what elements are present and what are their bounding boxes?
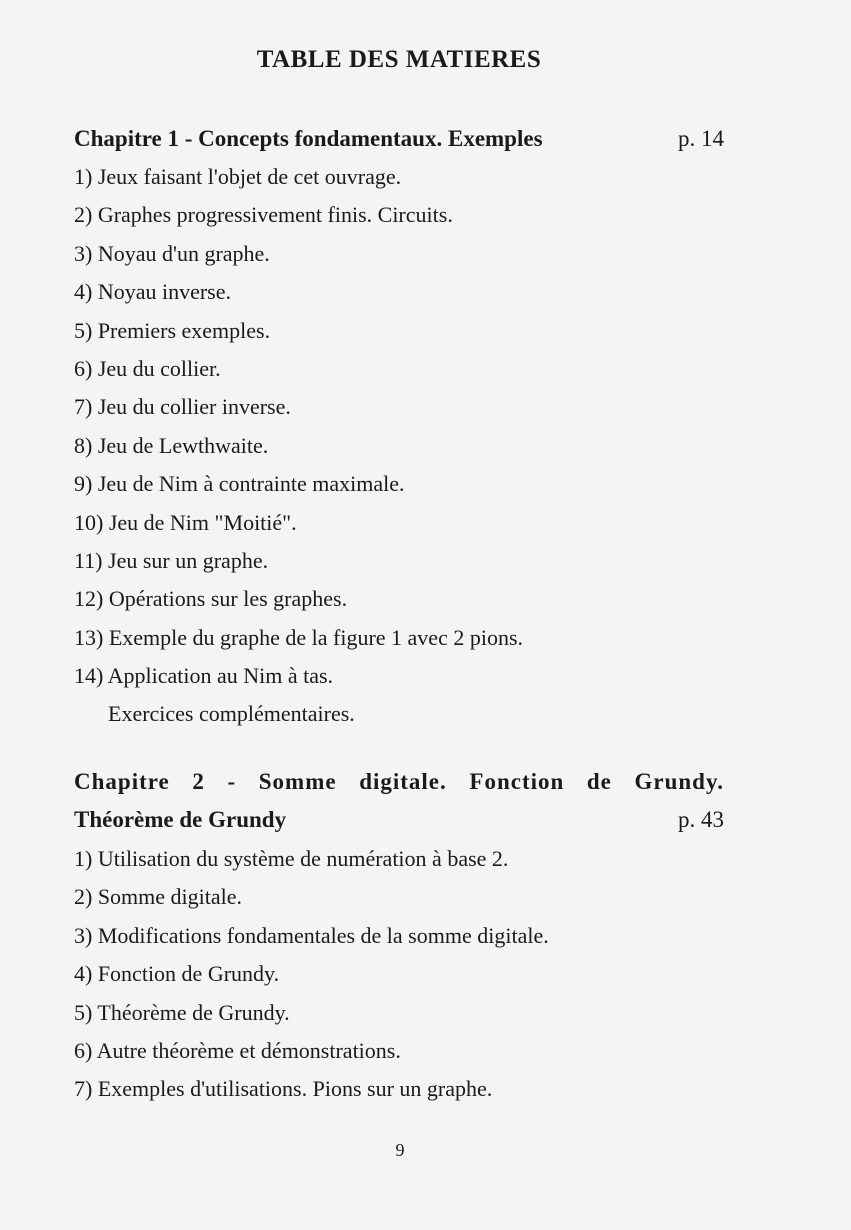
chapter-2-subtitle: Théorème de Grundy xyxy=(74,807,287,832)
list-item: 2) Graphes progressivement finis. Circuits. xyxy=(74,202,453,228)
heading-word: Fonction xyxy=(469,769,565,794)
list-item: 13) Exemple du graphe de la figure 1 avec 2 pions. xyxy=(74,624,524,650)
list-item: 3) Noyau d'un graphe. xyxy=(74,240,270,266)
chapter-1-heading xyxy=(74,124,724,154)
list-item: 12) Opérations sur les graphes. xyxy=(74,586,348,612)
list-item: 4) Fonction de Grundy. xyxy=(74,961,280,987)
page-title: TABLE DES MATIERES xyxy=(256,46,542,73)
list-item: 14) Application au Nim à tas. xyxy=(74,663,334,689)
list-item: 7) Jeu du collier inverse. xyxy=(74,394,291,420)
page-number: 9 xyxy=(395,1140,405,1160)
chapter-2-page-ref: p. 43 xyxy=(678,807,724,832)
list-item-exercises: Exercices complémentaires. xyxy=(108,701,355,727)
list-item: 1) Jeux faisant l'objet de cet ouvrage. xyxy=(74,164,402,189)
list-item: 7) Exemples d'utilisations. Pions sur un graphe. xyxy=(74,1076,493,1102)
list-item: 1) Utilisation du système de numération à base 2. xyxy=(74,846,509,871)
list-item: 2) Somme digitale. xyxy=(74,884,243,910)
list-item: 4) Noyau inverse. xyxy=(74,279,232,305)
list-item: 6) Autre théorème et démonstrations. xyxy=(74,1037,401,1063)
list-item: 10) Jeu de Nim "Moitié". xyxy=(74,509,297,535)
list-item: 6) Jeu du collier. xyxy=(74,355,221,381)
chapter-2-title-line-2 xyxy=(74,805,724,835)
heading-word: de xyxy=(586,769,612,794)
list-item: 5) Théorème de Grundy. xyxy=(74,999,290,1025)
chapter-2-title-line-1 xyxy=(74,767,724,797)
chapter-1-page-ref: p. 14 xyxy=(678,126,724,151)
list-item: 11) Jeu sur un graphe. xyxy=(74,547,269,573)
heading-word: Chapitre xyxy=(74,769,170,794)
heading-word: - xyxy=(227,769,237,794)
list-item: 3) Modifications fondamentales de la somme digitale. xyxy=(74,922,549,948)
chapter-1-title: Chapitre 1 - Concepts fondamentaux. Exemples xyxy=(74,126,543,151)
chapter-2-list xyxy=(74,840,549,1109)
list-item: 9) Jeu de Nim à contrainte maximale. xyxy=(74,471,405,497)
heading-word: Somme xyxy=(258,769,337,794)
chapter-1-list xyxy=(74,158,523,734)
chapter-2-heading xyxy=(74,767,724,835)
heading-word: 2 xyxy=(192,769,205,794)
heading-word: digitale. xyxy=(359,769,447,794)
heading-word: Grundy. xyxy=(634,769,724,794)
list-item: 8) Jeu de Lewthwaite. xyxy=(74,432,269,458)
list-item: 5) Premiers exemples. xyxy=(74,317,271,343)
